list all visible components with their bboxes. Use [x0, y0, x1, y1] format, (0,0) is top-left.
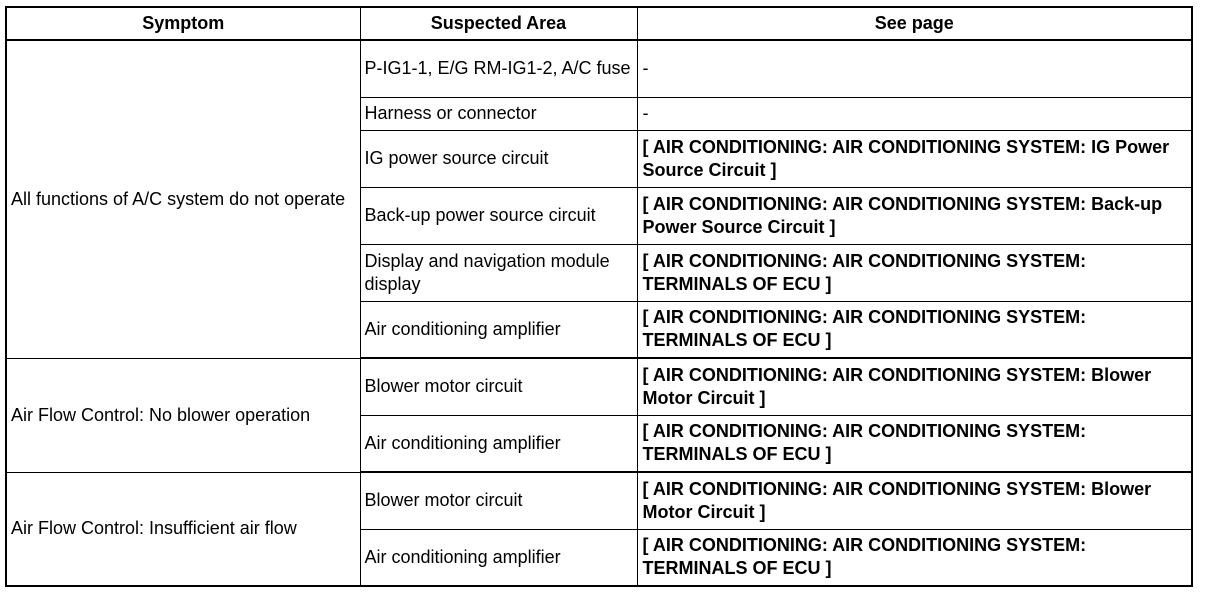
table-body — [6, 40, 1192, 586]
see-page-link[interactable]: [ AIR CONDITIONING: AIR CONDITIONING SYSTEM: Back-up Power Source Circuit ] — [637, 187, 1192, 244]
symptom-cell: All functions of A/C system do not operate — [6, 40, 360, 358]
suspected-area-cell: Blower motor circuit — [360, 472, 637, 529]
suspected-area-cell: Blower motor circuit — [360, 358, 637, 415]
see-page-link[interactable]: [ AIR CONDITIONING: AIR CONDITIONING SYSTEM: TERMINALS OF ECU ] — [637, 415, 1192, 472]
header-symptom: Symptom — [6, 7, 360, 40]
table-row — [6, 472, 1192, 529]
see-page-link[interactable]: [ AIR CONDITIONING: AIR CONDITIONING SYSTEM: IG Power Source Circuit ] — [637, 130, 1192, 187]
see-page-cell: - — [637, 97, 1192, 130]
suspected-area-cell: Back-up power source circuit — [360, 187, 637, 244]
see-page-link[interactable]: [ AIR CONDITIONING: AIR CONDITIONING SYSTEM: TERMINALS OF ECU ] — [637, 301, 1192, 358]
suspected-area-cell: IG power source circuit — [360, 130, 637, 187]
see-page-link[interactable]: [ AIR CONDITIONING: AIR CONDITIONING SYSTEM: TERMINALS OF ECU ] — [637, 244, 1192, 301]
suspected-area-cell: Air conditioning amplifier — [360, 529, 637, 586]
table-row — [6, 40, 1192, 97]
symptom-cell: Air Flow Control: No blower operation — [6, 358, 360, 472]
see-page-link[interactable]: [ AIR CONDITIONING: AIR CONDITIONING SYSTEM: Blower Motor Circuit ] — [637, 358, 1192, 415]
see-page-link[interactable]: [ AIR CONDITIONING: AIR CONDITIONING SYSTEM: TERMINALS OF ECU ] — [637, 529, 1192, 586]
suspected-area-cell: Harness or connector — [360, 97, 637, 130]
suspected-area-cell: Display and navigation module display — [360, 244, 637, 301]
table-row — [6, 358, 1192, 415]
see-page-cell: - — [637, 40, 1192, 97]
header-row — [6, 7, 1192, 40]
suspected-area-cell: Air conditioning amplifier — [360, 301, 637, 358]
problem-symptoms-table — [5, 6, 1193, 587]
see-page-link[interactable]: [ AIR CONDITIONING: AIR CONDITIONING SYSTEM: Blower Motor Circuit ] — [637, 472, 1192, 529]
suspected-area-cell: Air conditioning amplifier — [360, 415, 637, 472]
table-header — [6, 7, 1192, 40]
header-suspected-area: Suspected Area — [360, 7, 637, 40]
problem-symptoms-sheet — [5, 6, 1193, 587]
header-see-page: See page — [637, 7, 1192, 40]
suspected-area-cell: P-IG1-1, E/G RM-IG1-2, A/C fuse — [360, 40, 637, 97]
symptom-cell: Air Flow Control: Insufficient air flow — [6, 472, 360, 586]
